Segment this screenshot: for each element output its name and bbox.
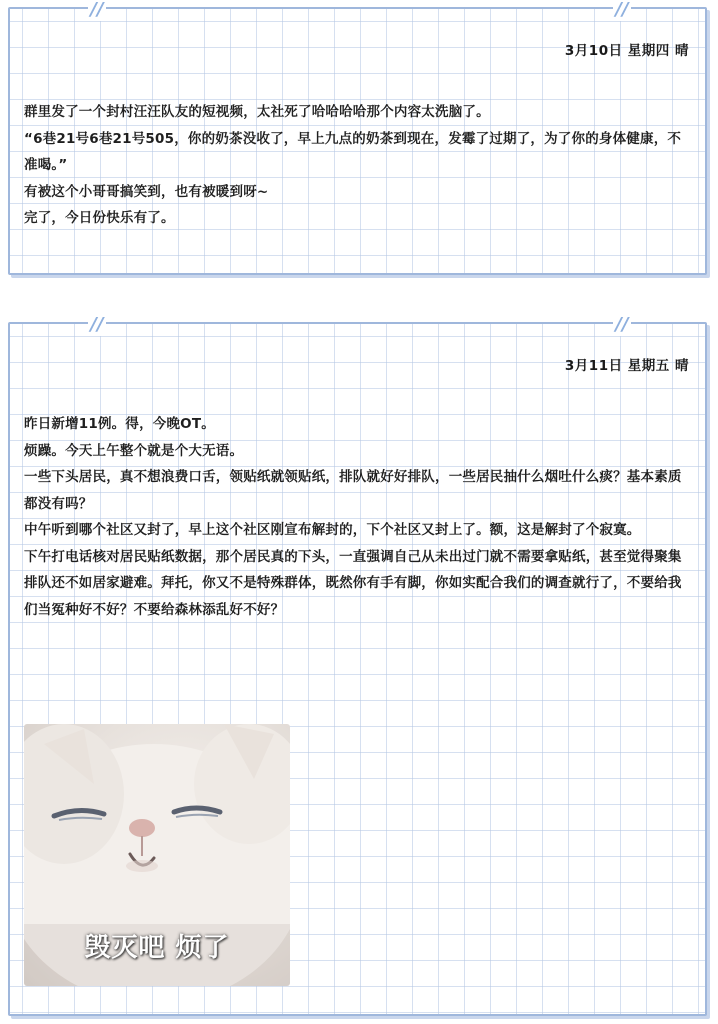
meme-caption: 毁灭吧 烦了: [84, 933, 230, 963]
entry-paragraph: 中午听到哪个社区又封了，早上这个社区刚宣布解封的，下个社区又封上了。额，这是解封了个寂寞。: [24, 522, 641, 538]
paper-clip-icon: //: [613, 314, 631, 336]
entry-date: 3月10日 星期四 晴: [564, 43, 689, 59]
entry-paragraph: 群里发了一个封村汪汪队友的短视频，太社死了哈哈哈哈那个内容太洗脑了。: [24, 104, 490, 120]
entry-paragraph: “6巷21号6巷21号505，你的奶茶没收了，早上九点的奶茶到现在，发霉了过期了，为了你的身体健康，不准喝。”: [24, 130, 682, 173]
paper-clip-icon: //: [88, 0, 106, 21]
entry-paragraph: 下午打电话核对居民贴纸数据，那个居民真的下头，一直强调自己从未出过门就不需要拿贴纸，甚至觉得聚集排队还不如居家避难。拜托，你又不是特殊群体，既然你有手有脚，你如实配合我们的调查就行了，不要给我们当冤种好不好？不要给森林添乱好不好？: [24, 548, 682, 618]
entry-body: [24, 99, 691, 232]
diary-entry-card: [8, 0, 707, 275]
entry-paragraph: 一些下头居民，真不想浪费口舌，领贴纸就领贴纸，排队就好好排队，一些居民抽什么烟吐什么痰？基本素质都没有吗？: [24, 469, 682, 512]
entry-paragraph: 完了，今日份快乐有了。: [24, 210, 175, 226]
entry-paragraph: 有被这个小哥哥搞笑到，也有被暖到呀~: [24, 183, 269, 200]
entry-date: 3月11日 星期五 晴: [564, 358, 689, 374]
entry-paragraph: 昨日新增11例。得，今晚OT。: [24, 416, 215, 432]
entry-body: [24, 411, 691, 623]
paper-clip-icon: //: [88, 314, 106, 336]
diary-entry-card: [8, 314, 707, 1016]
cat-meme-image: [24, 724, 290, 986]
paper-clip-icon: //: [613, 0, 631, 21]
entry-paragraph: 烦躁。今天上午整个就是个大无语。: [24, 442, 244, 459]
